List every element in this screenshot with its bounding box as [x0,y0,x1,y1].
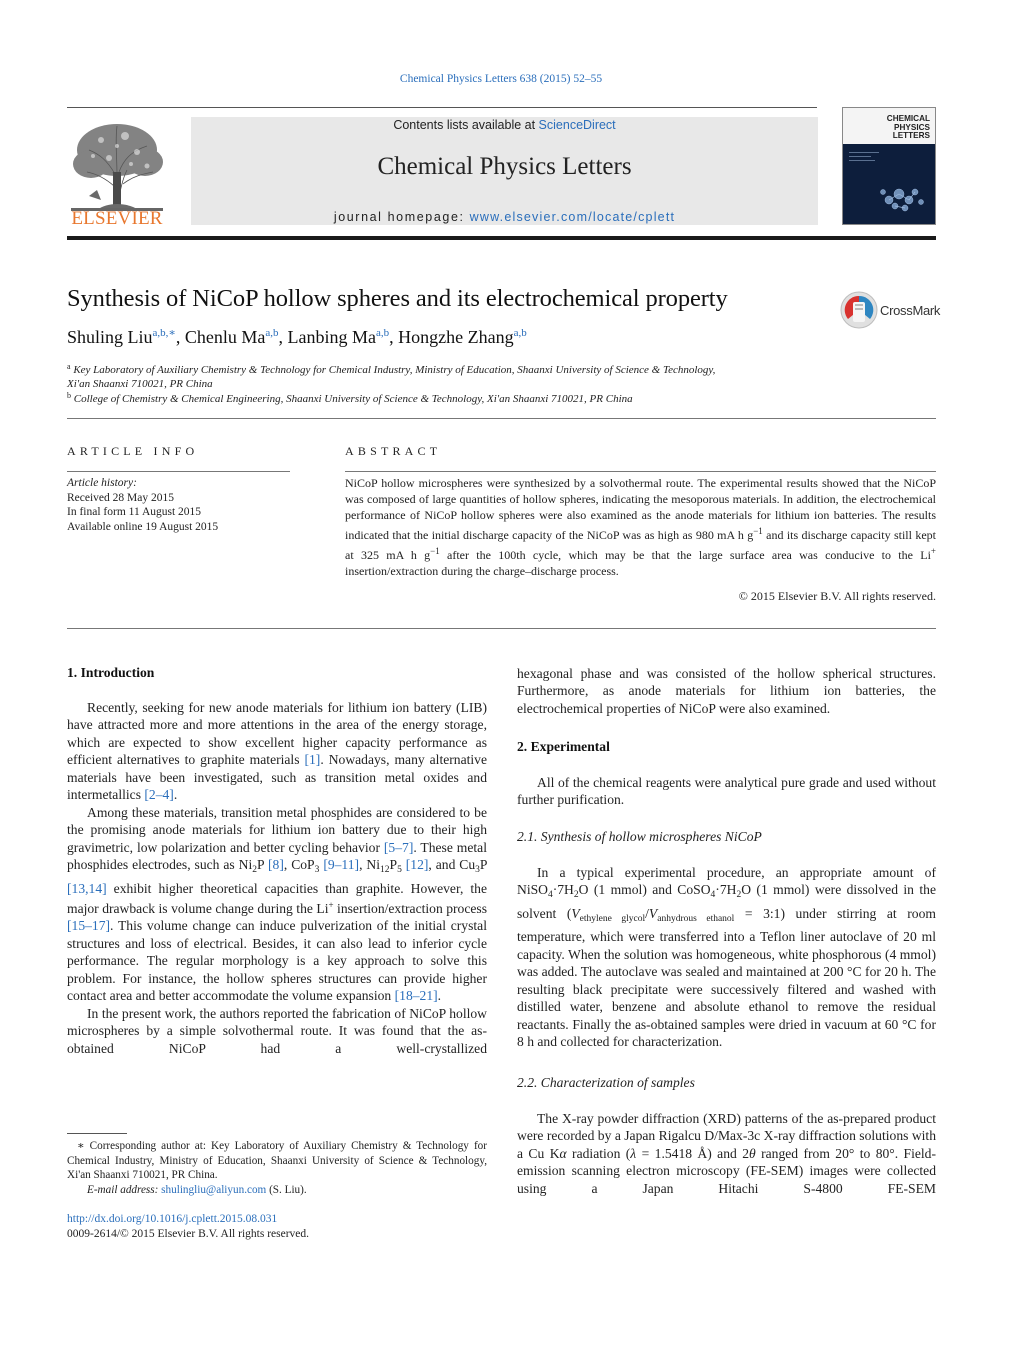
subscript: 2 [736,890,742,901]
elsevier-logo [67,116,167,228]
title-divider [67,418,936,419]
footnote-email [67,1183,487,1198]
abstract-part: after the 100th cycle, which may be that the large surface area was conducive to the Li [439,548,931,562]
citation-link[interactable]: [2–4] [144,787,174,803]
affiliation-b-marker: b [67,391,71,400]
introduction-heading: 1. Introduction [67,665,155,680]
synthesis-paragraph [517,864,936,1051]
text: Recently, seeking for new anode materials for lithium ion battery (LIB) have attracted more and more attentions in the area of the energy storage, which are expected to show excellent higher capacity performance as efficient alternatives to graphite materials [67,700,487,768]
affiliation-b [67,389,633,406]
cover-title [887,115,930,141]
email-suffix: (S. Liu). [266,1183,307,1196]
author-name[interactable]: Hongzhe Zhang [398,327,514,347]
text: In a typical experimental procedure, an appropriate amount of NiSO [517,865,936,898]
text: / [645,905,649,921]
article-info-divider [67,471,290,472]
received-date: Received 28 May 2015 [67,491,174,504]
text: The X-ray powder diffraction (XRD) patterns of the as-prepared product were recorded by a Japan Rigalcu D/Max-3c X-ray diffraction solutions with a Cu K [517,1111,936,1161]
email-label: E-mail address: [87,1183,162,1196]
text: . These metal phosphides electrodes, such as Ni [67,839,487,873]
author-affiliation-marker[interactable]: a,b [376,327,390,339]
contents-prefix: Contents lists available at [393,118,539,132]
superscript: + [328,899,334,910]
journal-reference[interactable]: Chemical Physics Letters 638 (2015) 52–55 [399,73,603,85]
citation-link[interactable]: [13,14] [67,880,107,896]
affiliation-a [67,360,715,391]
email-link[interactable]: shulingliu@aliyun.com [161,1183,267,1196]
doi-block [67,1212,309,1241]
text: P [389,857,398,873]
experimental-heading: 2. Experimental [517,739,610,754]
text: , Ni [359,857,380,873]
article-info-caption: ARTICLE INFO [67,444,199,458]
text: ranged from 20° to 80°. Field-emission scanning electron microscopy (FE-SEM) images were collected using a Japan Hitachi S-4800 FE-SEM [517,1145,936,1196]
citation-link[interactable]: [1] [304,752,321,768]
text: , and Cu [428,857,476,873]
subscript: 12 [380,865,390,876]
synthesis-subheading: 2.1. Synthesis of hollow microspheres NiCoP [517,829,762,844]
text: , CoP [283,857,315,873]
text: exhibit higher theoretical capacities than graphite. However, the major drawback is volume change during the Li [67,880,487,916]
elsevier-wordmark: ELSEVIER [71,208,163,229]
author-affiliation-marker[interactable]: a,b [265,327,279,339]
footnote-text: Corresponding author at: Key Laboratory of Auxiliary Chemistry & Technology for Chemical Industry, Ministry of Education, Shaanxi University of Science & Technology, Xi'an Shaanxi 710021, PR China. [67,1140,487,1182]
text: ·7H [715,882,737,898]
journal-cover[interactable] [842,107,936,225]
journal-homepage [191,210,818,224]
subscript: 3 [475,865,480,876]
subscript: 3 [314,865,320,876]
homepage-link[interactable]: www.elsevier.com/locate/cplett [469,210,676,224]
intro-paragraph-3: In the present work, the authors reported the fabrication of NiCoP hollow microspheres by a simple solvothermal route. It was found that the as-obtained NiCoP had a well-crystallized [67,1005,487,1056]
abstract-divider [345,471,936,472]
abstract-caption: ABSTRACT [345,444,442,458]
author-list: Shuling Liu$^{a,b,∗}$, Chenlu Ma$^{a,b}$, Lanbing Ma$^{a,b}$, Hongzhe Zhang$^{a,b}$ [67,327,527,347]
abstract-bottom-divider [67,628,936,629]
citation-link[interactable]: [15–17] [67,918,111,934]
citation-link[interactable]: [18–21] [394,988,438,1004]
crossmark-icon [840,291,878,329]
introduction-body [67,699,487,1057]
superscript: + [930,546,936,556]
subscript: 5 [397,865,402,876]
variable: V [648,905,658,921]
citation-link[interactable]: [9–11] [323,857,360,873]
citation-link[interactable]: [12] [405,857,429,873]
characterization-paragraph [517,1110,936,1197]
article-history [67,476,218,534]
superscript: −1 [753,526,763,536]
abstract-part: insertion/extraction during the charge–discharge process. [345,564,619,578]
cover-molecule-icon [843,144,936,225]
variable: α [559,1145,567,1161]
journal-name: Chemical Physics Letters [377,153,632,180]
text: = 1.5418 Å) and 2 [636,1145,749,1161]
subscript: 2 [573,890,579,901]
intro-paragraph-3-continued: hexagonal phase and was consisted of the hollow spherical structures. Furthermore, as anode materials for lithium ion batteries, the electrochemical properties of NiCoP were also examined. [517,666,936,716]
homepage-label: journal homepage: [333,210,470,224]
online-date: Available online 19 August 2015 [67,520,219,533]
intro-paragraph-1 [67,699,487,804]
crossmark-label: CrossMark [880,303,941,318]
citation-link[interactable]: [8] [268,857,284,873]
affiliation-a-line-2: Xi'an Shaanxi 710021, PR China [67,378,213,390]
footnote-marker: ∗ [77,1140,85,1152]
abstract-text [345,475,936,579]
synthesis-body [517,864,936,1051]
text: ·7H [552,882,574,898]
variable: θ [749,1145,756,1161]
subscript: ethylene glycol [579,913,646,924]
corresponding-author-footnote [67,1139,487,1197]
affiliation-a-marker: a [67,362,71,371]
experimental-paragraph: All of the chemical reagents were analytical pure grade and used without further purification. [517,775,936,808]
text: = 3:1) under stirring at room temperature, which were transferred into a Teflon liner autoclave of 20 ml capacity. When the solution was homogeneous, white phosphorous (4 mmol) was added. The autoclave was sealed and maintained at 200 °C for 20 h. The resulting black precipitate were successively filtered and washed with distilled water, benzene and absolute ethanol to remove the residual reactants. Finally the as-obtained samples were dried in vacuum at 60 °C for 8 h and collected for characterization. [517,905,936,1050]
variable: V [571,905,580,921]
text: O (1 mmol) and CoSO [578,882,711,898]
affiliation-b-line-1: College of Chemistry & Chemical Engineering, Shaanxi University of Science & Technology, Xi'an Shaanxi 710021, PR China [73,393,633,405]
variable: λ [630,1145,637,1161]
abstract-part: and its discharge capacity still kept at 325 mA h g [345,528,936,562]
subscript: 4 [710,890,716,901]
author-name[interactable]: Lanbing Ma [287,327,376,347]
text: radiation ( [566,1145,631,1161]
affiliation-a-line-1: Key Laboratory of Auxiliary Chemistry & Technology for Chemical Industry, Ministry of Education, Shaanxi University of Science & Technology, [73,364,716,376]
introduction-continued [517,665,936,717]
abstract-part: NiCoP hollow microspheres were synthesized by a solvothermal route. The experimental results showed that the NiCoP was composed of large quantities of hollow spheres, indicating the mesoporous materials. In addition, the electrochemical performance of NiCoP hollow spheres were also examined as the anode materials for lithium ion batteries. The results indicated that the initial discharge capacity of the NiCoP was as high as 980 mA h g [345,476,936,542]
doi-link[interactable]: http://dx.doi.org/10.1016/j.cplett.2015.08.031 [67,1213,278,1225]
author-name[interactable]: Shuling Liu [67,327,153,347]
cover-title-line-2: PHYSICS [894,122,930,132]
crossmark-badge[interactable] [840,290,940,330]
sciencedirect-link[interactable]: ScienceDirect [538,118,616,132]
subscript: 2 [252,865,257,876]
header-thick-divider [67,236,936,240]
author-name[interactable]: Chenlu Ma [184,327,266,347]
final-form-date: In final form 11 August 2015 [67,506,202,518]
experimental-intro [517,774,936,809]
author-affiliation-marker[interactable]: a,b,∗ [152,327,176,339]
characterization-body [517,1110,936,1197]
text: Among these materials, transition metal phosphides are considered to be the promising anode materials for lithium ion battery due to their high gravimetric, low polarization and better cycling behavior [67,804,487,855]
contents-line [191,118,818,132]
text: . [173,787,178,803]
history-label: Article history: [67,477,137,489]
text: insertion/extraction process [333,900,488,916]
text: O (1 mmol) were dissolved in the solvent ( [517,882,936,921]
issn-line: 0009-2614/© 2015 Elsevier B.V. All rights reserved. [67,1227,310,1240]
text: . This volume change can induce pulverization of the initial crystal structures and loss of electrical. Besides, it can also lead to inferior cycle performance. The regular morphology is a key approach to solve this problem. For instance, the hollow spheres structures can provide higher contact area and better accommodate the volume expansion [67,918,487,1004]
citation-link[interactable]: [5–7] [383,839,414,855]
text: P [479,857,487,873]
subscript: 4 [547,890,553,901]
footnote-affiliation [67,1139,487,1183]
intro-paragraph-2 [67,804,487,1005]
text: . Nowadays, many alternative materials have been investigated, such as transition metal oxides and intermetallics [67,752,487,803]
text: . [437,988,442,1004]
superscript: −1 [430,546,440,556]
footnote-divider [67,1133,127,1134]
subscript: anhydrous ethanol [657,913,735,924]
cover-title-line-3: LETTERS [892,131,930,140]
article-title: Synthesis of NiCoP hollow spheres and its electrochemical property [67,285,728,312]
top-divider [67,107,817,108]
text: P [257,857,268,873]
cover-title-line-1: CHEMICAL [886,114,930,123]
characterization-subheading: 2.2. Characterization of samples [517,1075,695,1090]
abstract-copyright: © 2015 Elsevier B.V. All rights reserved. [738,589,936,603]
author-affiliation-marker[interactable]: a,b [513,327,527,339]
